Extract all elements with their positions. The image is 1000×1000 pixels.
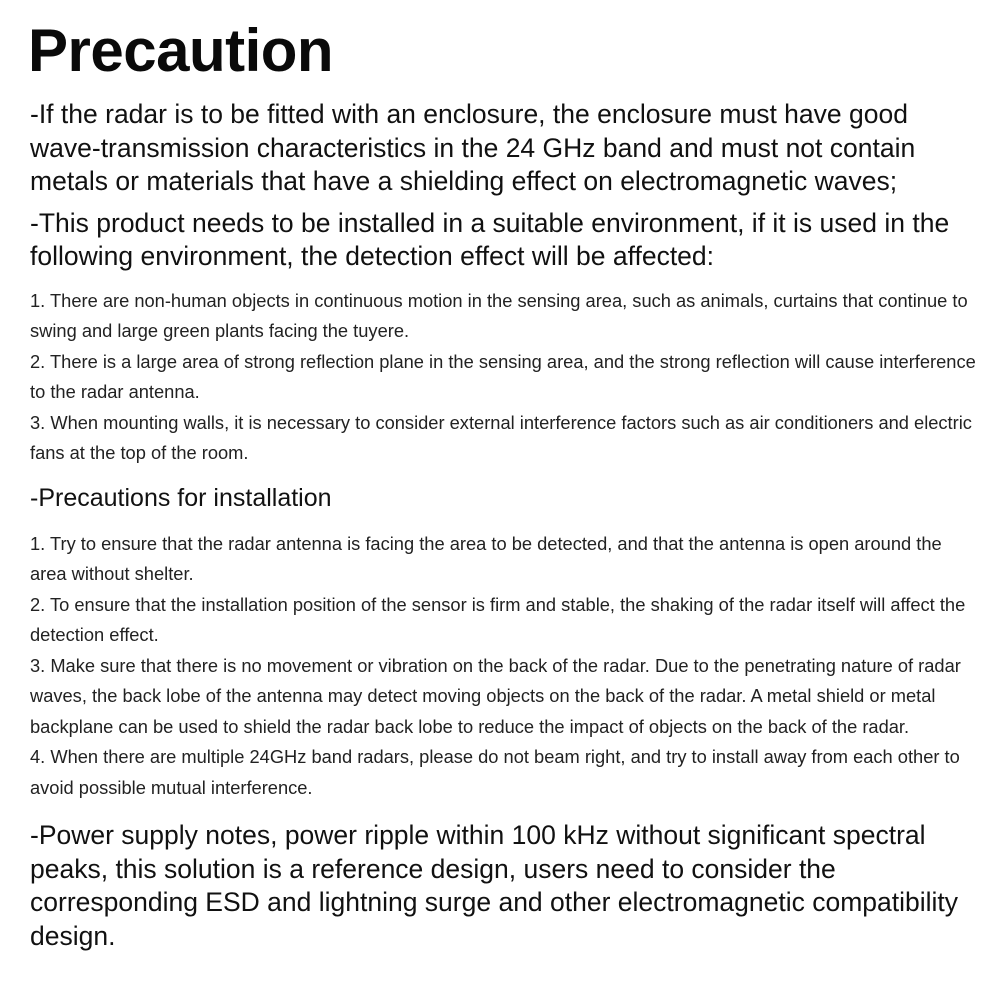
installation-item-3: 3. Make sure that there is no movement or vibration on the back of the radar. Due to the penetrating nature of radar waves, the back lobe of the antenna may detect moving objects on the back of the radar. A metal shield or metal backplane can be used to shield the radar back lobe to reduce the impact of objects on the back of the radar. [30,654,961,737]
environment-item-2: 2. There is a large area of strong reflection plane in the sensing area, and the strong reflection will cause interference to the radar antenna. [30,350,976,402]
enclosure-note: -If the radar is to be fitted with an enclosure, the enclosure must have good wave-transmission characteristics in the 24 GHz band and must not contain metals or materials that have a shielding effect on electromagnetic waves; [30,99,916,196]
environment-item-3: 3. When mounting walls, it is necessary to consider external interference factors such as air conditioners and electric fans at the top of the room. [30,411,972,463]
environment-note: -This product needs to be installed in a suitable environment, if it is used in the following environment, the detection effect will be affected: [30,207,950,271]
installation-list [30,529,978,804]
installation-item-4: 4. When there are multiple 24GHz band radars, please do not beam right, and try to install away from each other to avoid possible mutual interference. [30,746,960,798]
installation-item-2: 2. To ensure that the installation position of the sensor is firm and stable, the shaking of the radar itself will affect the detection effect. [30,593,966,645]
page-title: Precaution [28,17,334,84]
environment-list [30,286,978,469]
installation-heading: -Precautions for installation [30,483,332,512]
power-supply-note: -Power supply notes, power ripple within 100 kHz without significant spectral peaks, this solution is a reference design, users need to consider the corresponding ESD and lightning surge and other electromagnetic compatibility design. [30,820,959,951]
environment-item-1: 1. There are non-human objects in continuous motion in the sensing area, such as animals, curtains that continue to swing and large green plants facing the tuyere. [30,289,968,341]
installation-item-1: 1. Try to ensure that the radar antenna is facing the area to be detected, and that the antenna is open around the area without shelter. [30,532,942,584]
